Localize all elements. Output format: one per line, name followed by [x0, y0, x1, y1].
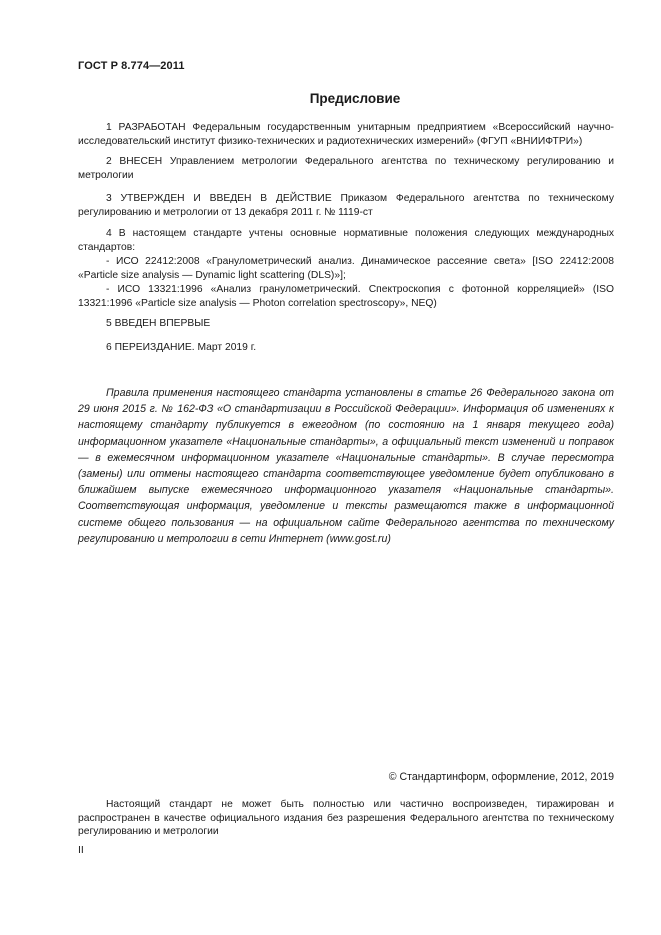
item-1-text: Федеральным государственным унитарным предприятием «Всероссийский научно-исследовательский институт физико-технических и радиотехнических измерений» (ФГУП «ВНИИФТРИ»): [78, 122, 614, 147]
item-4-sub-1: - ИСО 22412:2008 «Гранулометрический анализ. Динамическое рассеяние света» [ISO 22412:2008 «Particle size analysis — Dynamic light scattering (DLS)»];: [78, 256, 614, 281]
item-3: [78, 192, 614, 220]
page-number: II: [78, 844, 84, 856]
item-4: [78, 227, 614, 311]
item-5: [78, 317, 614, 331]
item-6: [78, 341, 614, 355]
item-1: [78, 121, 614, 149]
item-2-lead: 2 ВНЕСЕН: [106, 156, 163, 167]
item-2: [78, 155, 614, 183]
copyright-line: © Стандартинформ, оформление, 2012, 2019: [388, 771, 614, 783]
item-3-text: Приказом Федерального агентства по техническому регулированию и метрологии от 13 декабря 2011 г. № 1119-ст: [78, 193, 614, 218]
item-4-sub-2: - ИСО 13321:1996 «Анализ гранулометрический. Спектроскопия с фотонной корреляцией» (ISO 13321:1996 «Particle size analysis — Photon correlation spectroscopy», NEQ): [78, 284, 614, 309]
item-2-text: Управлением метрологии Федерального агентства по техническому регулированию и метрологии: [78, 156, 614, 181]
item-3-lead: 3 УТВЕРЖДЕН И ВВЕДЕН В ДЕЙСТВИЕ: [106, 193, 332, 204]
standard-application-notice: Правила применения настоящего стандарта установлены в статье 26 Федерального закона от 29 июня 2015 г. № 162-ФЗ «О стандартизации в Российской Федерации». Информация об изменениях к настоящему стандарту публикуется в ежегодном (по состоянию на 1 января текущего года) информационном указателе «Национальные стандарты», а официальный текст изменений и поправок — в ежемесячном информационном указателе «Национальные стандарты». В случае пересмотра (замены) или отмены настоящего стандарта соответствующее уведомление будет опубликовано в ближайшем выпуске ежемесячного информационного указателя «Национальные стандарты». Соответствующая информация, уведомление и тексты размещаются также в информационной системе общего пользования — на официальном сайте Федерального агентства по техническому регулированию и метрологии в сети Интернет (www.gost.ru): [78, 387, 614, 545]
reproduction-notice: Настоящий стандарт не может быть полностью или частично воспроизведен, тиражирован и распространен в качестве официального издания без разрешения Федерального агентства по техническому регулированию и метрологии: [78, 799, 614, 838]
item-6-text: Март 2019 г.: [194, 342, 257, 353]
item-1-lead: 1 РАЗРАБОТАН: [106, 122, 186, 133]
item-4-lead: 4: [106, 228, 112, 239]
item-4-text: В настоящем стандарте учтены основные нормативные положения следующих международных стандартов:: [78, 228, 614, 253]
document-header: ГОСТ Р 8.774—2011: [78, 60, 185, 72]
item-6-lead: 6 ПЕРЕИЗДАНИЕ.: [106, 342, 195, 353]
item-5-lead: 5 ВВЕДЕН ВПЕРВЫЕ: [106, 318, 211, 329]
page-title: Предисловие: [309, 91, 401, 106]
